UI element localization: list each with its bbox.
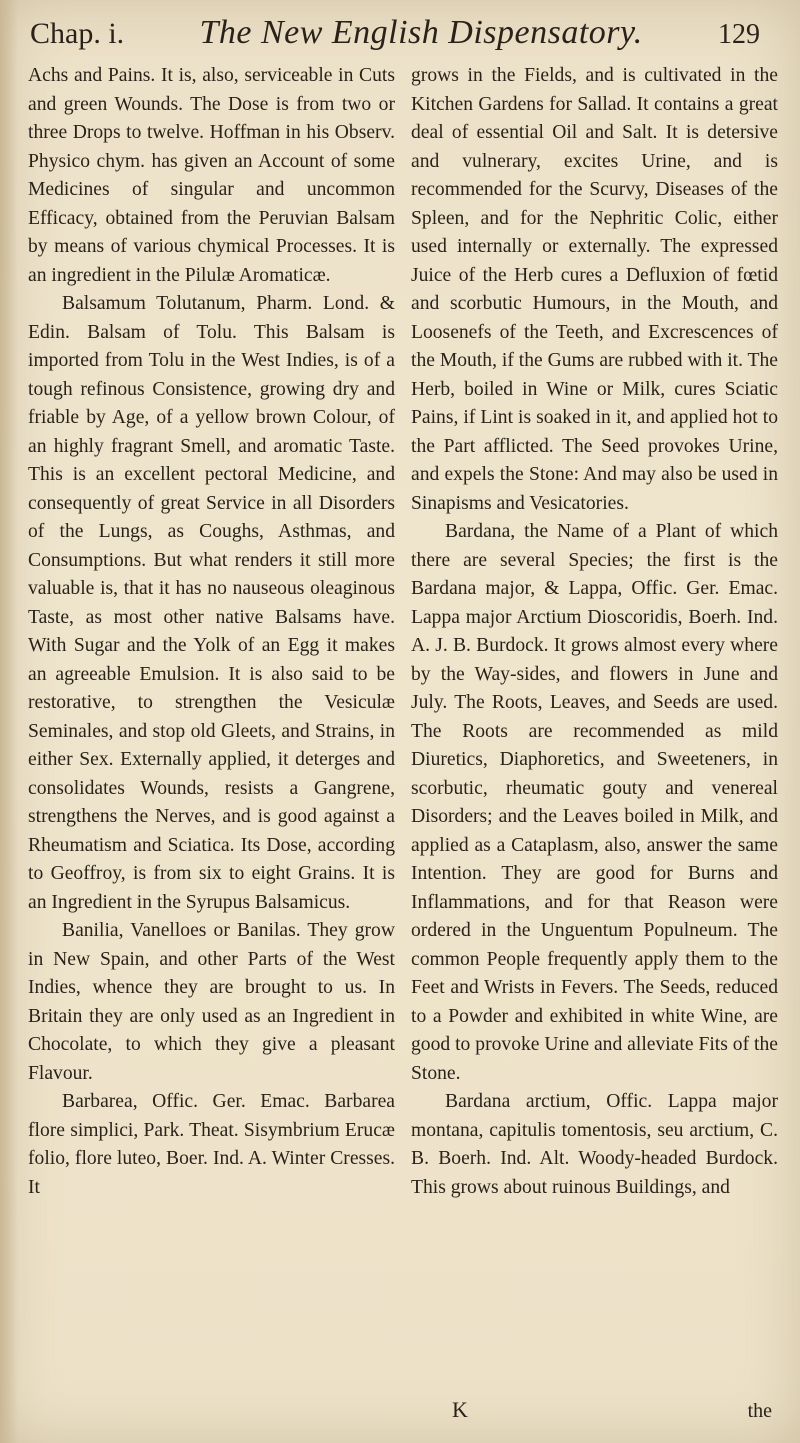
paragraph-peruvian-balsam: Achs and Pains. It is, also, serviceable in Cuts and green Wounds. The Dose is from two or three Drops to twelve. Hoffman in his Observ. Physico chym. has given an Account of some Medicines of singular and uncommon Efficacy, obtained from the Peruvian Balsam by means of various chymical Processes. It is an ingredient in the Pilulæ Aromaticæ. <box>28 65 395 286</box>
paragraph-winter-cresses-cont: grows in the Fields, and is cultivated in the Kitchen Gardens for Sallad. It contains a great deal of essential Oil and Salt. It is detersive and vulnerary, excites Urine, and is recommended for the Scurvy, Diseases of the Spleen, and for the Nephritic Colic, either used internally or externally. The expressed Juice of the Herb cures a Defluxion of fœtid and scorbutic Humours, in the Mouth, and Loosenefs of the Teeth, and Excrescences of the Mouth, if the Gums are rubbed with it. The Herb, boiled in Wine or Milk, cures Sciatic Pains, if Lint is soaked in it, and applied hot to the Part afflicted. The Seed provokes Urine, and expels the Stone: And may also be used in Sinapisms and Vesicatories. <box>411 65 778 514</box>
left-column <box>28 62 395 1413</box>
paragraph-barbarea: Barbarea, Offic. Ger. Emac. Barbarea flore simplici, Park. Theat. Sisymbrium Erucæ folio, flore luteo, Boer. Ind. A. Winter Cresses. It <box>28 1091 395 1198</box>
paragraph-bardana-arctium: Bardana arctium, Offic. Lappa major montana, capitulis tomentosis, seu arctium, C. B. Boerh. Ind. Alt. Woody-headed Burdock. This grows about ruinous Buildings, and <box>411 1091 778 1198</box>
paragraph-bardana: Bardana, the Name of a Plant of which there are several Species; the first is the Bardana major, & Lappa, Offic. Ger. Emac. Lappa major Arctium Dioscoridis, Boerh. Ind. A. J. B. Burdock. It grows almost every where by the Way-sides, and flowers in June and July. The Roots, Leaves, and Seeds are used. The Roots are recommended as mild Diuretics, Diaphoretics, and Sweeteners, in scorbutic, rheumatic gouty and venereal Disorders; and the Leaves boiled in Milk, and applied as a Cataplasm, also, answer the same Intention. They are good for Burns and Inflammations, and for that Reason were ordered in the Unguentum Populneum. The common People frequently apply them to the Feet and Wrists in Fevers. The Seeds, reduced to a Powder and exhibited in white Wine, are good to provoke Urine and alleviate Fits of the Stone. <box>411 521 778 1084</box>
right-column <box>411 62 778 1413</box>
chapter-label: Chap. i. <box>30 17 125 50</box>
text-columns <box>28 62 778 1413</box>
paragraph-balsam-tolu: Balsamum Tolutanum, Pharm. Lond. & Edin. Balsam of Tolu. This Balsam is imported from Tolu in the West Indies, is of a tough refinous Consistence, growing dry and friable by Age, of a yellow brown Colour, of an highly fragrant Smell, and aromatic Taste. This is an excellent pectoral Medicine, and consequently of great Service in all Disorders of the Lungs, as Coughs, Asthmas, and Consumptions. But what renders it still more valuable is, that it has no nauseous oleaginous Taste, as most other native Balsams have. With Sugar and the Yolk of an Egg it makes an agreeable Emulsion. It is also said to be restorative, to strengthen the Vesiculæ Seminales, and stop old Gleets, and Strains, in either Sex. Externally applied, it deterges and consolidates Wounds, resists a Gangrene, strengthens the Nerves, and is good against a Rheumatism and Sciatica. Its Dose, according to Geoffroy, is from six to eight Grains. It is an Ingredient in the Syrupus Balsamicus. <box>28 293 395 913</box>
page-number: 129 <box>718 19 760 50</box>
paragraph-banilia: Banilia, Vanelloes or Banilas. They grow in New Spain, and other Parts of the West Indies, whence they are brought to us. In Britain they are only used as an Ingredient in Chocolate, to which they give a pleasant Flavour. <box>28 920 395 1084</box>
running-head <box>30 14 760 58</box>
catchword: the <box>747 1400 772 1422</box>
page-edge-shadow <box>0 0 18 1443</box>
signature-mark: K <box>452 1397 468 1422</box>
page-title: The New English Dispensatory. <box>199 14 643 51</box>
